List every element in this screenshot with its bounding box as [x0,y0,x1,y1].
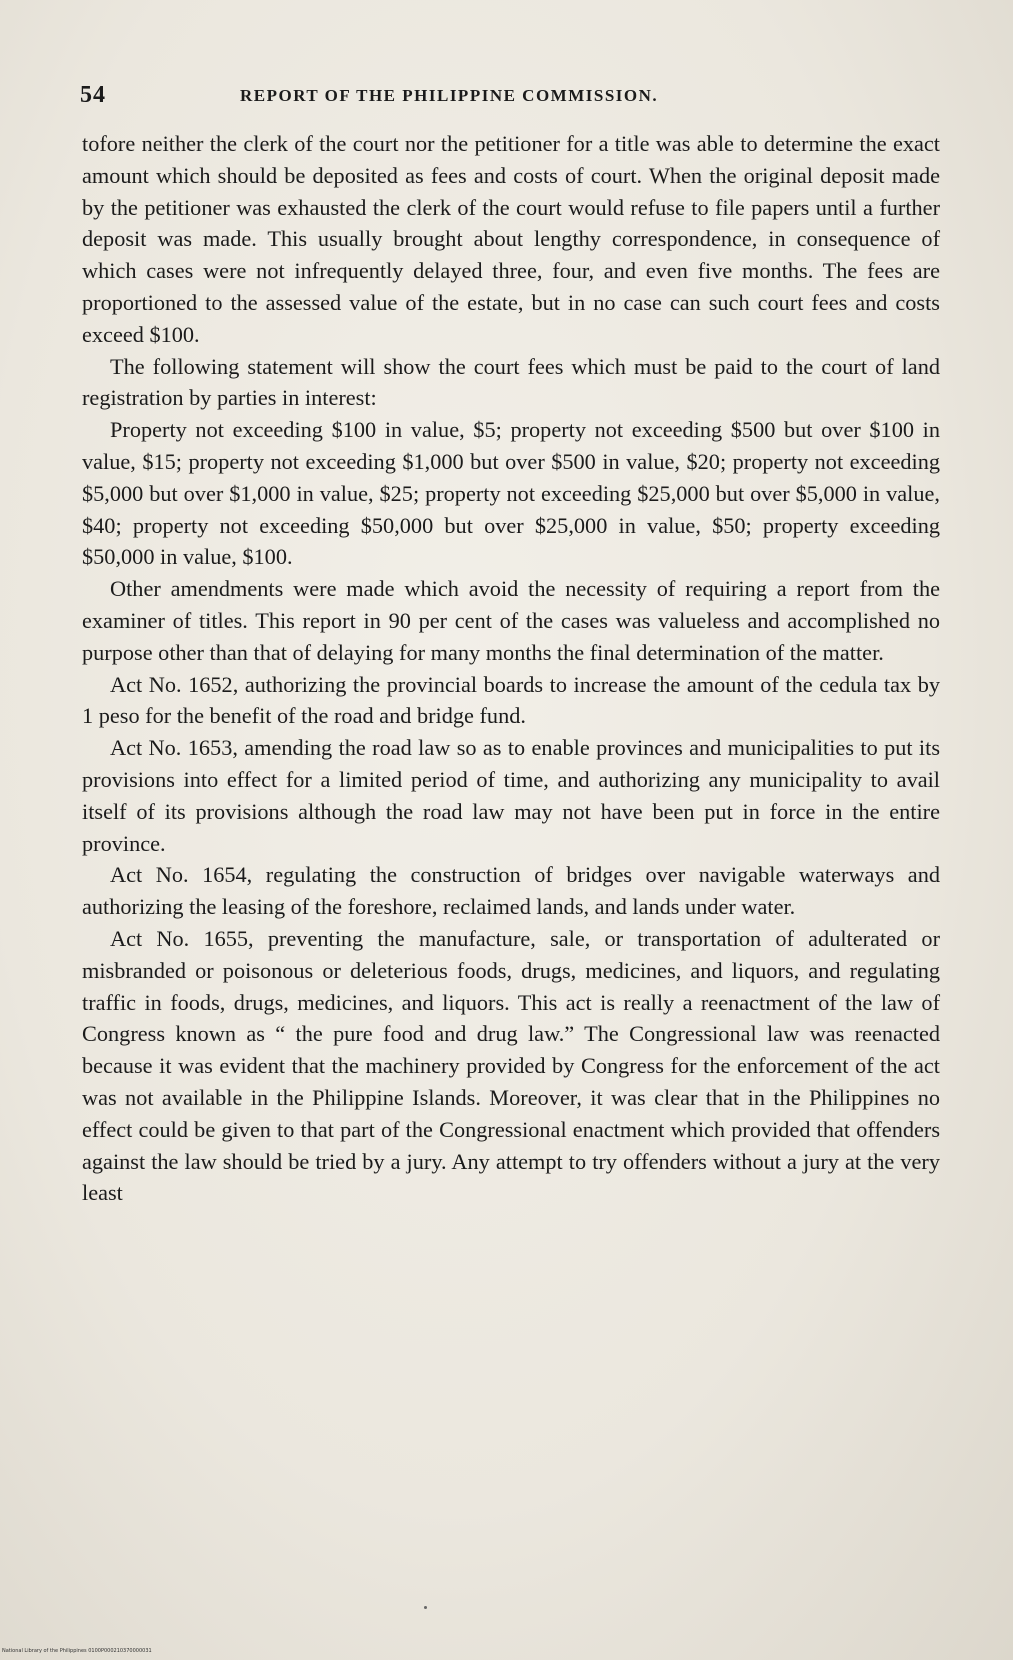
paragraph-act-1653: Act No. 1653, amending the road law so as to enable provinces and municipalities to put its provisions into effect for a limited period of time, and authorizing any municipality to avail itself of its provisions although the road law may not have been put in force in the entire province. [82,735,940,856]
paragraph-statement-intro: The following statement will show the court fees which must be paid to the court of land registration by parties in interest: [82,353,940,411]
running-head: REPORT OF THE PHILIPPINE COMMISSION. [240,86,659,105]
paragraph-fee-schedule: Property not exceeding $100 in value, $5; property not exceeding $500 but over $100 in value, $15; property not exceeding $1,000 but over $500 in value, $20; property not exceeding $5,000 but over $1,000 in value, $25; property not exceeding $25,000 but over $5,000 in value, $40; property not exceeding $50,000 but over $25,000 in value, $50; property exceeding $50,000 in value, $100. [82,417,940,570]
paragraph-act-1655: Act No. 1655, preventing the manufacture, sale, or transportation of adulterated or misbranded or poisonous or deleterious foods, drugs, medicines, and liquors, and regulating traffic in foods, drugs, medicines, and liquors. This act is really a reenactment of the law of Congress known as “ the pure food and drug law.” The Congressional law was reenacted because it was evident that the machinery provided by Congress for the enforcement of the act was not available in the Philippine Islands. Moreover, it was clear that in the Philippines no effect could be given to that part of the Congressional enactment which provided that offenders against the law should be tried by a jury. Any attempt to try offenders without a jury at the very least [82,925,940,1206]
paragraph-other-amendments: Other amendments were made which avoid the necessity of requiring a report from the examiner of titles. This report in 90 per cent of the cases was valueless and accomplished no purpose other than that of delaying for many months the final determination of the matter. [82,576,940,665]
paragraph-act-1654: Act No. 1654, regulating the construction of bridges over navigable waterways and authorizing the leasing of the foreshore, reclaimed lands, and lands under water. [82,862,940,920]
print-speck [424,1606,427,1609]
paragraph-fees-costs: tofore neither the clerk of the court nor the petitioner for a title was able to determine the exact amount which should be deposited as fees and costs of court. When the original deposit made by the petitioner was exhausted the clerk of the court would refuse to file papers until a further deposit was made. This usually brought about lengthy correspondence, in consequence of which cases were not infrequently delayed three, four, and even five months. The fees are proportioned to the assessed value of the estate, but in no case can such court fees and costs exceed $100. [82,131,940,347]
paragraph-act-1652: Act No. 1652, authorizing the provincial boards to increase the amount of the cedula tax by 1 peso for the benefit of the road and bridge fund. [82,671,940,729]
page-header [80,82,940,112]
source-note: National Library of the Philippines 0100P000210370000031 [2,1648,152,1654]
body-text [82,128,940,1209]
page-number: 54 [80,82,106,108]
